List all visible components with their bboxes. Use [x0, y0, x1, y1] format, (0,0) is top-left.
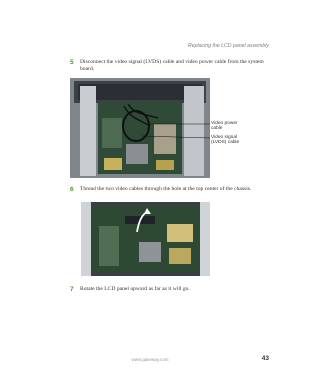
- step-number: 6: [70, 186, 74, 193]
- page-header: Replacing the LCD panel assembly: [187, 43, 269, 49]
- callout-line: cable: [211, 126, 223, 132]
- callout-line: (LVDS) cable: [211, 140, 240, 146]
- footer-url: www.gateway.com: [131, 357, 169, 362]
- page-number: 43: [261, 355, 269, 362]
- step-number: 5: [70, 59, 74, 66]
- step-text: Rotate the LCD panel upward as far as it will go.: [80, 286, 190, 292]
- callout-video-power-cable: [211, 121, 238, 132]
- step-text: Disconnect the video signal (LVDS) cable and video power cable from the system board.: [80, 59, 264, 72]
- system-board-illustration: [70, 78, 210, 178]
- cable-disconnect-photo: [70, 78, 210, 178]
- step-text: Thread the two video cables through the hole at the top center of the chassis.: [80, 186, 252, 192]
- step-number: 7: [70, 286, 74, 293]
- cable-threading-photo: [81, 202, 210, 276]
- callout-line: Video signal: [211, 135, 238, 140]
- callout-video-signal-cable: [211, 135, 239, 146]
- step-5: [70, 59, 275, 73]
- chassis-illustration: [81, 202, 210, 276]
- step-6: [70, 186, 275, 193]
- step-7: [70, 286, 275, 293]
- callout-line: Video power: [211, 121, 238, 126]
